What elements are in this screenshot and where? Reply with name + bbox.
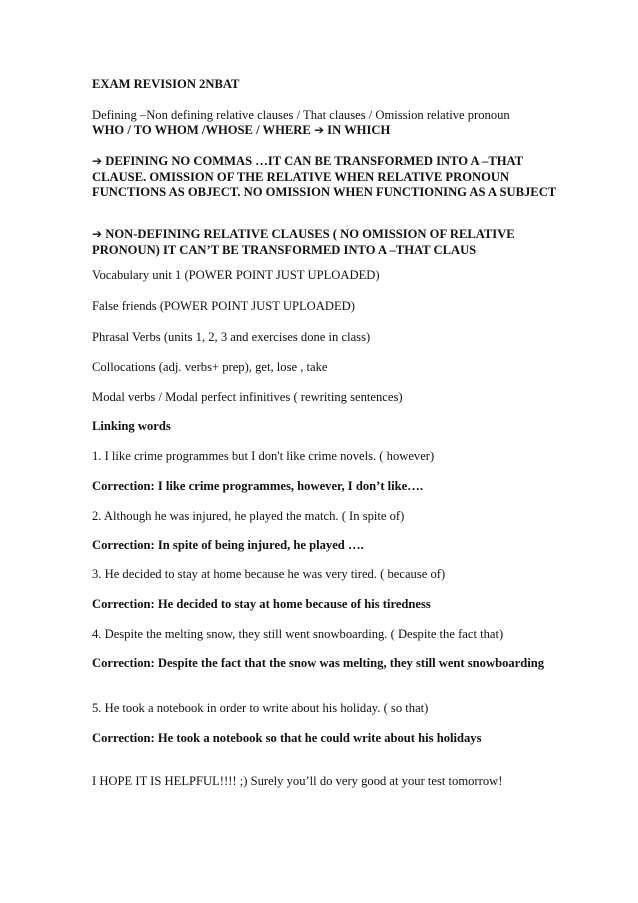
vocabulary-item: Vocabulary unit 1 (POWER POINT JUST UPLOADED) [92, 268, 380, 282]
arrow-right-icon: ➔ [92, 154, 103, 168]
exercise-4: 4. Despite the melting snow, they still went snowboarding. ( Despite the fact that) [92, 627, 504, 641]
false-friends-item: False friends (POWER POINT JUST UPLOADED) [92, 299, 355, 313]
relative-pronouns-tail: IN WHICH [324, 123, 391, 137]
relative-pronouns-list [92, 123, 562, 139]
correction-2: Correction: In spite of being injured, he played …. [92, 538, 364, 552]
correction-5: Correction: He took a notebook so that he could write about his holidays [92, 731, 482, 745]
arrow-right-icon: ➔ [313, 123, 325, 137]
correction-3: Correction: He decided to stay at home because of his tiredness [92, 597, 431, 611]
arrow-right-icon: ➔ [92, 227, 103, 241]
defining-clauses-note [92, 154, 562, 201]
exercise-5: 5. He took a notebook in order to write about his holiday. ( so that) [92, 701, 429, 715]
modal-verbs-item: Modal verbs / Modal perfect infinitives ( rewriting sentences) [92, 390, 403, 404]
defining-clauses-text: DEFINING NO COMMAS …IT CAN BE TRANSFORMED INTO A –THAT CLAUSE. OMISSION OF THE RELATIVE WHEN RELATIVE PRONOUN FUNCTIONS AS OBJECT. NO OMISSION WHEN FUNCTIONING AS A SUBJECT [92, 154, 557, 199]
document-title: EXAM REVISION 2NBAT [92, 77, 240, 91]
exercise-2: 2. Although he was injured, he played the match. ( In spite of) [92, 509, 405, 523]
exercise-3: 3. He decided to stay at home because he was very tired. ( because of) [92, 567, 446, 581]
non-defining-clauses-note [92, 227, 562, 258]
correction-1: Correction: I like crime programmes, however, I don’t like…. [92, 479, 423, 493]
closing-message: I HOPE IT IS HELPFUL!!!! ;) Surely you’ll do very good at your test tomorrow! [92, 774, 503, 788]
non-defining-clauses-text: NON-DEFINING RELATIVE CLAUSES ( NO OMISSION OF RELATIVE PRONOUN) IT CAN’T BE TRANSFORMED INTO A –THAT CLAUS [92, 227, 515, 257]
correction-4: Correction: Despite the fact that the snow was melting, they still went snowboarding [92, 656, 545, 670]
relative-pronouns-text: WHO / TO WHOM /WHOSE / WHERE [92, 123, 314, 137]
linking-words-heading: Linking words [92, 419, 171, 433]
relative-clauses-topics: Defining –Non defining relative clauses / That clauses / Omission relative pronoun [92, 108, 510, 122]
collocations-item: Collocations (adj. verbs+ prep), get, lose , take [92, 360, 328, 374]
phrasal-verbs-item: Phrasal Verbs (units 1, 2, 3 and exercises done in class) [92, 330, 371, 344]
exercise-1: 1. I like crime programmes but I don't like crime novels. ( however) [92, 449, 435, 463]
